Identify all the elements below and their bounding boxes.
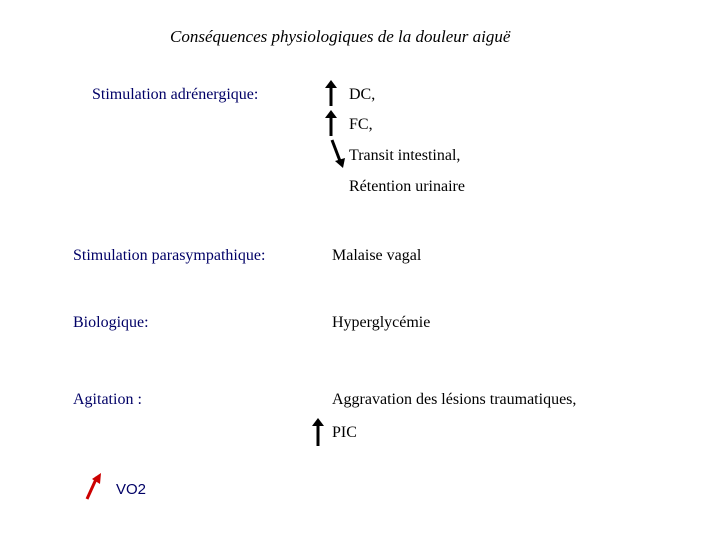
effect-aggravation: Aggravation des lésions traumatiques,: [332, 391, 577, 408]
effect-malaise: Malaise vagal: [332, 247, 422, 264]
arrow-up-icon: [324, 110, 338, 136]
effect-transit: Transit intestinal,: [349, 147, 461, 164]
effect-fc: FC,: [349, 116, 373, 133]
effect-hyperglycemia: Hyperglycémie: [332, 314, 431, 331]
label-agitation: Agitation :: [73, 391, 142, 408]
arrow-up-icon: [311, 418, 325, 446]
vo2-label: VO2: [116, 481, 147, 498]
page-title: Conséquences physiologiques de la douleur aiguë: [170, 27, 511, 46]
effect-dc: DC,: [349, 86, 376, 103]
label-parasympathetic: Stimulation parasympathique:: [73, 247, 266, 264]
arrow-down-icon: [330, 140, 348, 168]
arrow-up-icon: [324, 80, 338, 106]
label-adrenergic: Stimulation adrénergique:: [92, 86, 259, 103]
label-biological: Biologique:: [73, 314, 149, 331]
arrow-up-right-icon: [84, 473, 104, 499]
effect-pic: PIC: [332, 424, 357, 441]
effect-retention: Rétention urinaire: [349, 178, 465, 195]
